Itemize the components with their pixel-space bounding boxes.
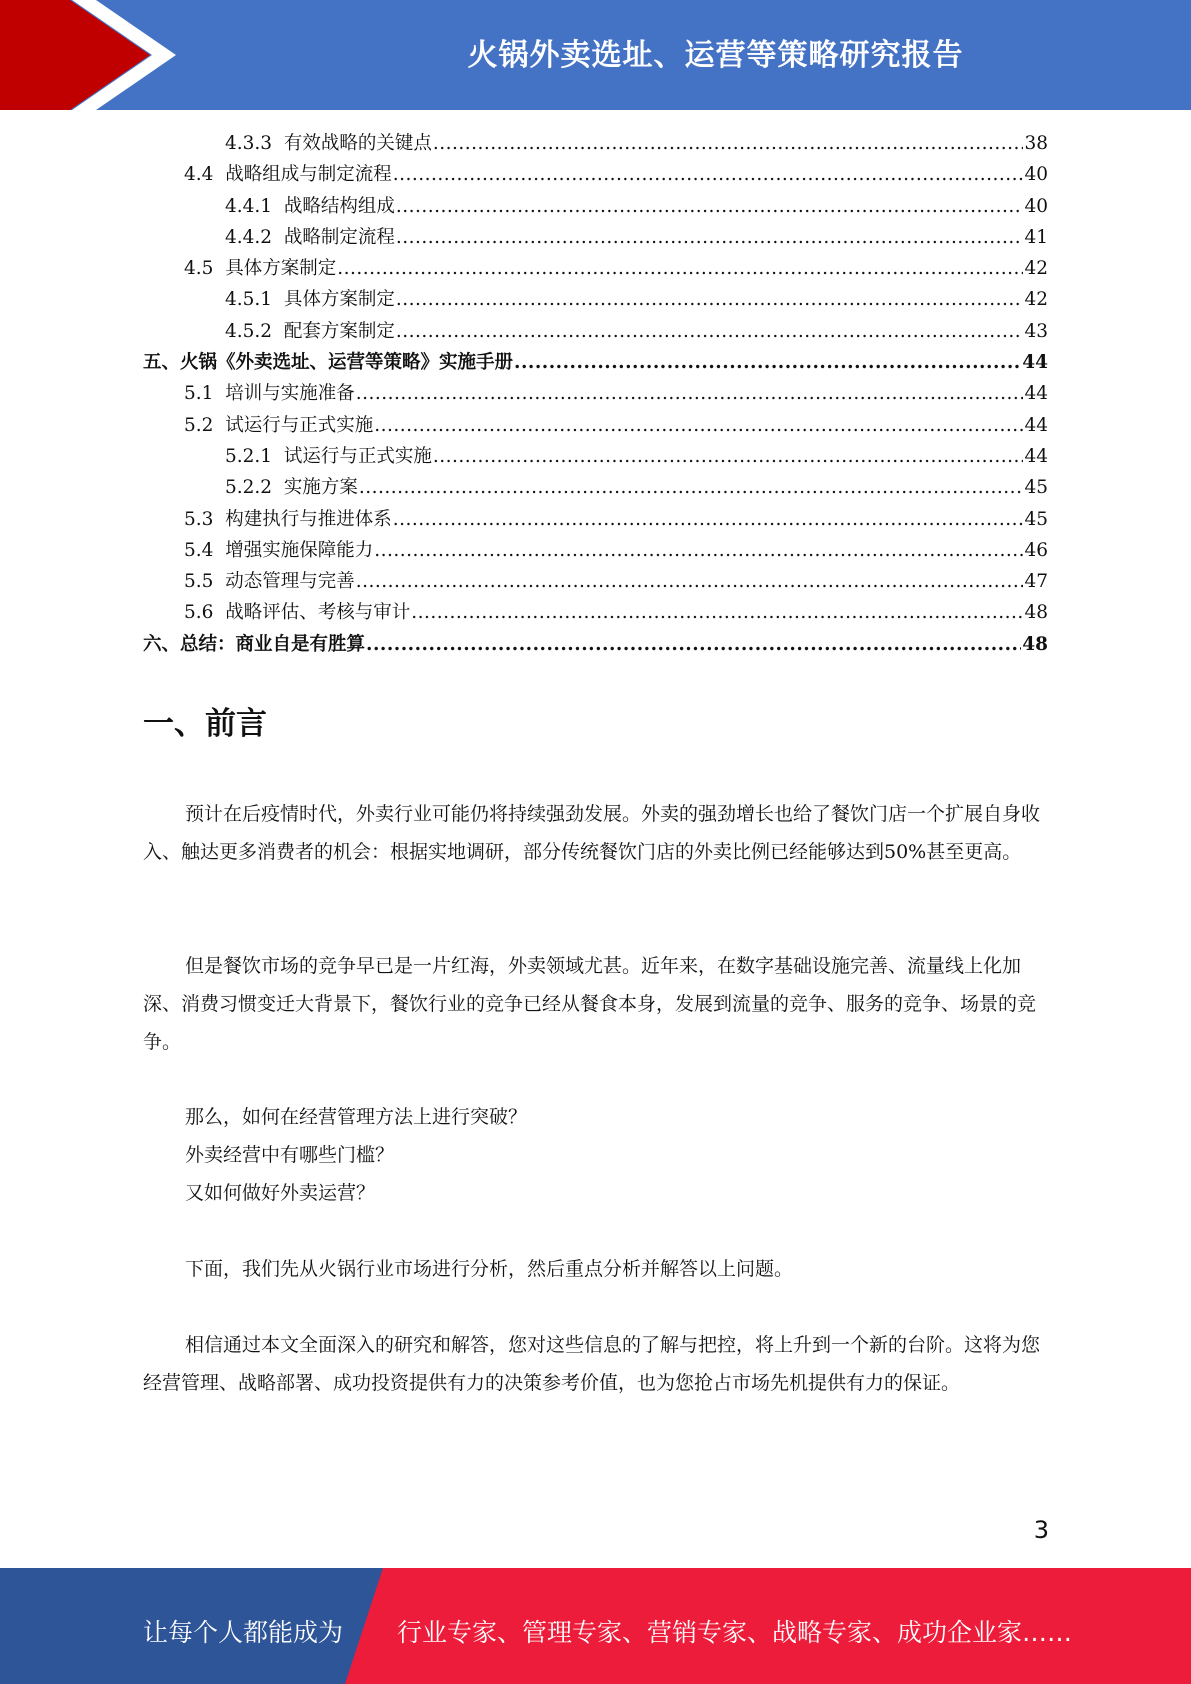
toc-entry-title: 实施方案	[283, 477, 358, 499]
intro-paragraph-4	[143, 1326, 1048, 1402]
toc-entry[interactable]	[143, 128, 1048, 159]
page-footer	[0, 1568, 1191, 1684]
toc-entry-title: 火锅《外卖选址、运营等策略》实施手册	[180, 352, 514, 374]
toc-entry-number: 4.4.1	[225, 195, 273, 217]
toc-entry-title: 配套方案制定	[283, 320, 395, 342]
section-title: 一、前言	[143, 706, 267, 742]
footer-slogan-left: 让每个人都能成为	[143, 1618, 344, 1647]
toc-entry-title: 有效战略的关键点	[283, 133, 432, 154]
toc-entry-number: 5.3	[184, 508, 214, 530]
toc-entry[interactable]	[143, 566, 1048, 597]
header-title: 火锅外卖选址、运营等策略研究报告	[467, 38, 964, 73]
toc-entry[interactable]	[143, 472, 1048, 503]
toc-entry-page: 44	[1022, 352, 1048, 374]
toc-entry-number: 5.2.2	[225, 477, 273, 499]
toc-dot-leader	[514, 347, 1021, 378]
question-line: 外卖经营中有哪些门槛？	[185, 1144, 395, 1166]
intro-paragraph-1	[143, 795, 1048, 871]
toc-dot-leader	[396, 222, 1024, 253]
header-chevron-decoration	[0, 0, 260, 110]
toc-entry[interactable]	[143, 535, 1048, 566]
toc-dot-leader	[374, 410, 1023, 441]
toc-entry-number: 5.1	[184, 383, 214, 405]
toc-entry-page: 48	[1022, 633, 1048, 655]
toc-entry[interactable]	[143, 378, 1048, 409]
toc-entry-page: 48	[1024, 602, 1048, 624]
toc-entry-title: 试运行与正式实施	[283, 445, 432, 467]
toc-dot-leader	[374, 535, 1023, 566]
toc-entry-title: 具体方案制定	[225, 258, 337, 280]
toc-entry-page: 38	[1024, 133, 1048, 154]
toc-entry-number: 4.4	[184, 164, 214, 186]
toc-entry-number: 五、	[143, 352, 181, 374]
toc-entry[interactable]	[143, 222, 1048, 253]
toc-entry-page: 41	[1024, 226, 1048, 248]
toc-dot-leader	[366, 629, 1021, 660]
paragraph: 相信通过本文全面深入的研究和解答，您对这些信息的了解与把控，将上升到一个新的台阶。这将为您经营管理、战略部署、成功投资提供有力的决策参考价值，也为您抢占市场先机提供有力的保证。	[143, 1334, 1041, 1394]
paragraph: 但是餐饮市场的竞争早已是一片红海，外卖领域尤甚。近年来，在数字基础设施完善、流量线上化加深、消费习惯变迁大背景下，餐饮行业的竞争已经从餐食本身，发展到流量的竞争、服务的竞争、场景的竞争。	[143, 955, 1037, 1053]
question-line: 那么，如何在经营管理方法上进行突破？	[185, 1106, 528, 1128]
toc-entry-title: 具体方案制定	[283, 289, 395, 311]
toc-entry-page: 43	[1024, 320, 1048, 342]
page-header	[0, 0, 1191, 110]
toc-dot-leader	[356, 378, 1024, 409]
toc-entry[interactable]	[143, 191, 1048, 222]
toc-entry-number: 5.5	[184, 571, 214, 593]
toc-dot-leader	[356, 566, 1024, 597]
toc-entry-page: 45	[1024, 477, 1048, 499]
toc-entry-number: 5.4	[184, 539, 214, 561]
intro-paragraph-2	[143, 947, 1048, 1061]
toc-entry[interactable]	[143, 284, 1048, 315]
toc-entry[interactable]	[143, 410, 1048, 441]
toc-entry[interactable]	[143, 159, 1048, 190]
toc-entry-page: 40	[1024, 195, 1048, 217]
toc-entry-title: 总结：商业自是有胜算	[180, 633, 366, 655]
toc-entry[interactable]	[143, 253, 1048, 284]
footer-slogan-right: 行业专家、管理专家、营销专家、战略专家、成功企业家……	[397, 1618, 1073, 1647]
toc-entry[interactable]	[143, 316, 1048, 347]
toc-entry-number: 六、	[143, 633, 181, 655]
toc-entry-page: 42	[1024, 289, 1048, 311]
toc-entry-number: 4.4.2	[225, 226, 273, 248]
toc-entry-number: 5.6	[184, 602, 214, 624]
toc-entry-number: 4.5.2	[225, 320, 273, 342]
paragraph: 预计在后疫情时代，外卖行业可能仍将持续强劲发展。外卖的强劲增长也给了餐饮门店一个扩展自身收入、触达更多消费者的机会：根据实地调研，部分传统餐饮门店的外卖比例已经能够达到50%甚至更高。	[143, 803, 1041, 863]
toc-entry-title: 战略制定流程	[283, 226, 395, 248]
question-line: 又如何做好外卖运营？	[185, 1182, 376, 1204]
toc-entry[interactable]	[143, 347, 1048, 378]
toc-entry-title: 战略评估、考核与审计	[225, 602, 411, 624]
toc-entry[interactable]	[143, 504, 1048, 535]
toc-entry-page: 44	[1024, 414, 1048, 436]
questions-block	[143, 1098, 1048, 1212]
toc-dot-leader	[433, 128, 1024, 159]
toc-entry-page: 44	[1024, 445, 1048, 467]
toc-entry-title: 动态管理与完善	[225, 571, 355, 593]
toc-dot-leader	[433, 441, 1024, 472]
toc-entry-number: 5.2.1	[225, 445, 273, 467]
toc-dot-leader	[396, 316, 1024, 347]
paragraph: 下面，我们先从火锅行业市场进行分析，然后重点分析并解答以上问题。	[185, 1258, 794, 1280]
toc-dot-leader	[396, 191, 1024, 222]
toc-entry[interactable]	[143, 629, 1048, 660]
toc-entry[interactable]	[143, 597, 1048, 628]
toc-entry-number: 4.3.3	[225, 133, 273, 154]
toc-entry-page: 40	[1024, 164, 1048, 186]
toc-entry-number: 4.5	[184, 258, 214, 280]
toc-entry-title: 战略结构组成	[283, 195, 395, 217]
toc-entry-title: 增强实施保障能力	[225, 539, 374, 561]
toc-entry[interactable]	[143, 441, 1048, 472]
toc-entry-page: 42	[1024, 258, 1048, 280]
toc-entry-title: 构建执行与推进体系	[225, 508, 392, 530]
toc-entry-page: 46	[1024, 539, 1048, 561]
toc-entry-page: 47	[1024, 571, 1048, 593]
toc-dot-leader	[411, 597, 1023, 628]
toc-dot-leader	[359, 472, 1024, 503]
toc-entry-title: 培训与实施准备	[225, 383, 355, 405]
toc-entry-title: 试运行与正式实施	[225, 414, 374, 436]
toc-entry-title: 战略组成与制定流程	[225, 164, 392, 186]
toc-entry-page: 45	[1024, 508, 1048, 530]
toc-dot-leader	[396, 284, 1024, 315]
toc-dot-leader	[337, 253, 1023, 284]
intro-paragraph-3	[143, 1250, 1048, 1288]
page-number: 3	[1033, 1516, 1049, 1544]
toc-dot-leader	[393, 504, 1024, 535]
toc-entry-number: 4.5.1	[225, 289, 273, 311]
toc-dot-leader	[393, 159, 1024, 190]
table-of-contents	[143, 128, 1048, 660]
toc-entry-number: 5.2	[184, 414, 214, 436]
toc-entry-page: 44	[1024, 383, 1048, 405]
